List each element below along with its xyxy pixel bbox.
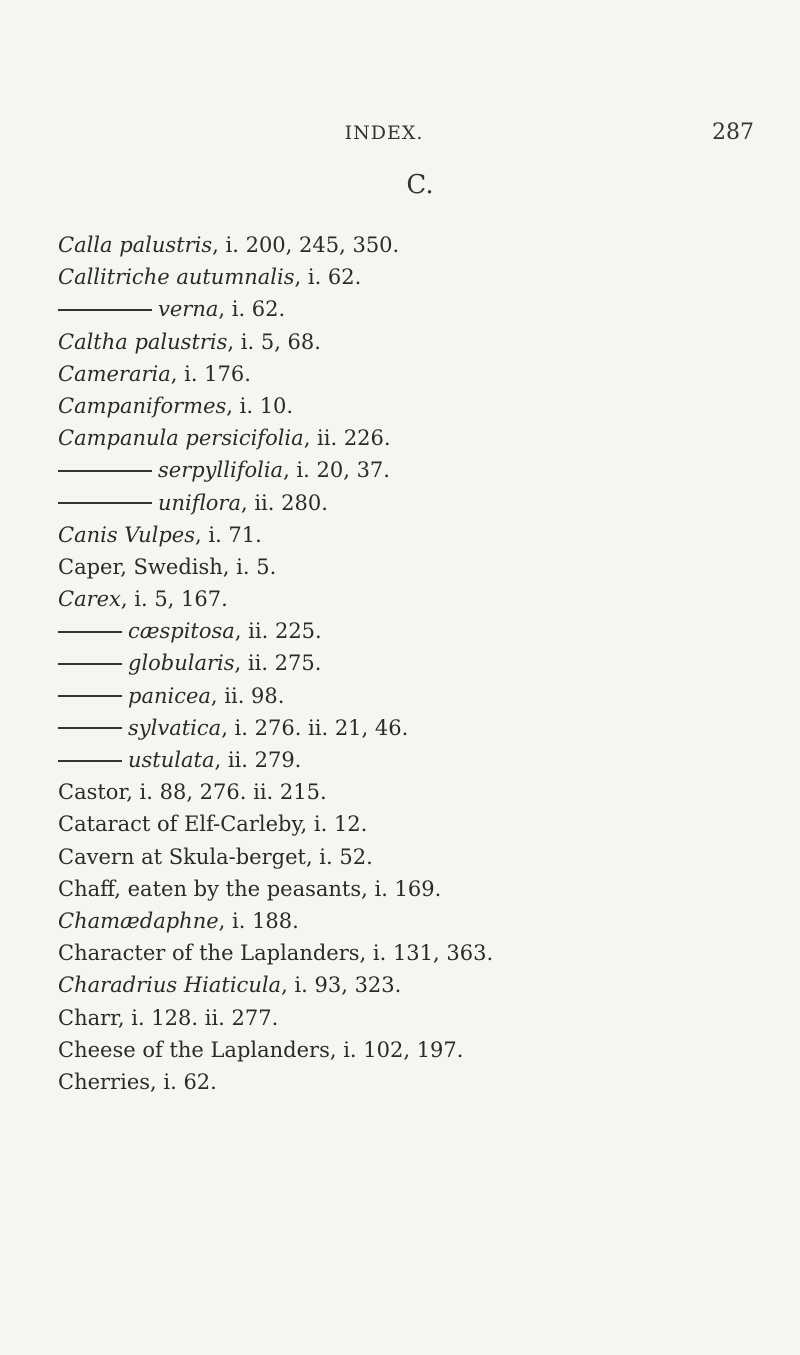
entry-name: Cavern at Skula-berget [58, 844, 306, 869]
ditto-dash [58, 470, 152, 472]
ditto-dash [58, 760, 122, 762]
entry-references: , ii. 280. [240, 490, 328, 515]
ditto-dash [58, 727, 122, 729]
entry-name: Chaff, eaten by the peasants [58, 876, 362, 901]
section-letter: C. [406, 170, 434, 200]
index-entry [58, 454, 778, 486]
entry-name: ustulata [128, 748, 215, 772]
entry-references: , i. 128. ii. 277. [117, 1005, 279, 1030]
entry-name: Carex [58, 587, 121, 612]
entry-references: , i. 176. [170, 361, 251, 386]
entry-name: verna [158, 297, 219, 322]
entry-name: globularis [128, 651, 235, 676]
entry-references: , ii. 275. [234, 651, 322, 676]
ditto-dash [58, 631, 122, 633]
entry-references: , i. 200, 245, 350. [212, 233, 400, 257]
entry-references: , i. 5, 167. [120, 587, 228, 612]
entry-name: Chamædaphne [58, 908, 219, 933]
entry-references: , i. 131, 363. [359, 941, 494, 966]
index-entry [58, 808, 778, 840]
index-entry [58, 744, 778, 776]
running-header: INDEX. [344, 122, 424, 144]
entry-references: , i. 12. [300, 812, 368, 837]
ditto-dash [58, 502, 152, 504]
entry-name: uniflora [158, 490, 241, 515]
entry-references: , i. 62. [218, 297, 286, 322]
index-entry [58, 326, 778, 358]
index-entry [58, 905, 778, 937]
entry-references: , ii. 98. [210, 683, 285, 708]
ditto-dash [58, 695, 122, 697]
index-entry [58, 261, 778, 293]
entry-name: Campanula persicifolia [58, 426, 304, 451]
entry-references: , i. 102, 197. [329, 1037, 464, 1062]
entry-name: Cameraria [58, 361, 171, 386]
entry-references: , ii. 225. [234, 619, 322, 644]
entry-references: , ii. 279. [214, 748, 302, 772]
index-entry [58, 937, 778, 969]
entry-name: Caper, Swedish [58, 554, 223, 579]
index-entry [58, 390, 778, 422]
index-entry [58, 293, 778, 325]
entry-name: serpyllifolia [158, 458, 284, 483]
entry-references: , i. 5, 68. [227, 329, 321, 354]
page-number: 287 [712, 120, 754, 145]
index-entry [58, 583, 778, 615]
index-entry [58, 358, 778, 390]
index-entry [58, 712, 778, 744]
index-entry [58, 519, 778, 551]
entry-name: Charr [58, 1005, 118, 1030]
index-entry [58, 1002, 778, 1034]
index-entry [58, 551, 778, 583]
index-entry [58, 1066, 778, 1098]
entry-name: sylvatica [128, 715, 222, 740]
index-entry [58, 229, 778, 261]
entry-references: , i. 52. [305, 844, 373, 869]
entry-references: , i. 188. [218, 908, 299, 933]
index-entry [58, 841, 778, 873]
entry-name: Canis Vulpes [58, 522, 195, 547]
index-entry [58, 680, 778, 712]
entry-references: , i. 88, 276. ii. 215. [126, 780, 327, 805]
entry-references: , i. 5. [222, 554, 277, 579]
index-entry [58, 776, 778, 808]
entry-references: , i. 169. [361, 876, 442, 901]
entry-name: Caltha palustris [58, 329, 228, 354]
entry-name: Calla palustris [58, 233, 213, 257]
index-entry [58, 487, 778, 519]
ditto-dash [58, 663, 122, 665]
entry-name: Character of the Laplanders [58, 941, 360, 966]
entry-references: , i. 93, 323. [281, 973, 402, 998]
entry-references: , i. 20, 37. [283, 458, 390, 483]
index-entry [58, 615, 778, 647]
entry-references: , i. 10. [226, 393, 294, 418]
index-entries [58, 229, 778, 1098]
entry-references: , i. 71. [195, 522, 262, 547]
entry-name: cæspitosa [128, 619, 235, 644]
entry-name: Cheese of the Laplanders [58, 1037, 330, 1062]
entry-name: panicea [128, 683, 211, 708]
index-entry [58, 422, 778, 454]
entry-references: , i. 62. [150, 1069, 217, 1094]
index-entry [58, 969, 778, 1001]
ditto-dash [58, 309, 152, 311]
entry-references: , ii. 226. [303, 426, 391, 451]
index-entry [58, 647, 778, 679]
entry-name: Cataract of Elf-Carleby [58, 812, 301, 837]
entry-name: Castor [58, 780, 127, 805]
index-entry [58, 1034, 778, 1066]
entry-name: Campaniformes [58, 393, 227, 418]
entry-name: Cherries [58, 1069, 151, 1094]
entry-references: , i. 276. ii. 21, 46. [221, 715, 409, 740]
entry-name: Charadrius Hiaticula [58, 973, 282, 998]
entry-references: , i. 62. [294, 265, 362, 290]
entry-name: Callitriche autumnalis [58, 265, 295, 290]
index-entry [58, 873, 778, 905]
